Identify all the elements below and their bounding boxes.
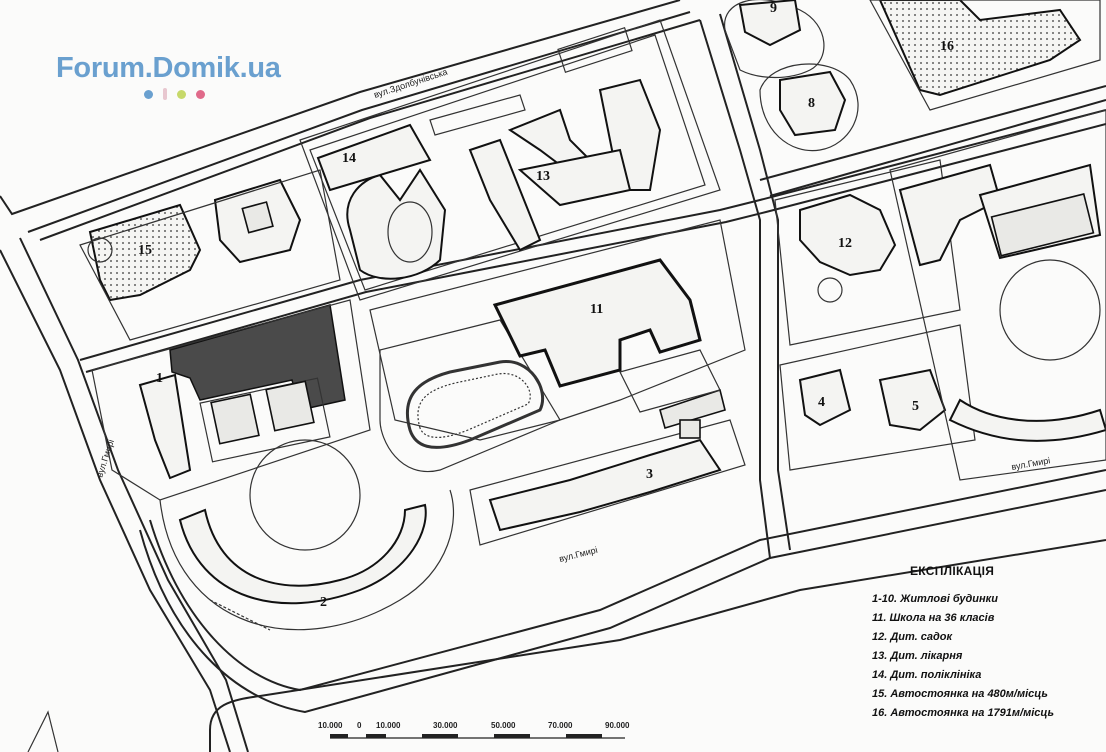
scale-tick-4: 50.000 [491,721,516,730]
legend-item: 13. Дит. лікарня [872,650,963,662]
street-label-top: вул.Здолбунівська [372,66,449,100]
scale-tick-0: 10.000 [318,721,343,730]
scale-bar [318,721,630,738]
building-number-13: 13 [536,169,550,184]
block-residential-4-5 [780,325,975,470]
scale-tick-6: 90.000 [605,721,630,730]
scale-tick-2: 10.000 [376,721,401,730]
street-label-right: вул.Гмирі [1010,455,1051,472]
building-number-11: 11 [590,302,604,317]
watermark-dot-red [196,90,205,99]
watermark-dot-green [177,90,186,99]
building-number-1: 1 [156,371,163,386]
legend-item: 1-10. Житлові будинки [872,593,998,605]
street-label-left: вул.Гмирі [94,438,117,479]
block-parking-16 [870,0,1100,110]
building-number-8: 8 [808,96,815,111]
legend-item: 14. Дит. поліклініка [872,669,982,681]
north-arrow-icon [28,712,58,752]
watermark-dot-blue [144,90,153,99]
building-number-15: 15 [138,243,152,258]
watermark-dots [144,88,205,100]
street-label-bottom: вул.Гмирі [558,544,599,564]
legend-item: 11. Школа на 36 класів [872,612,995,624]
legend-item: 16. Автостоянка на 1791м/місць [872,707,1055,719]
building-number-3: 3 [646,467,653,482]
legend-list [872,590,1054,723]
building-number-2: 2 [320,595,327,610]
building-number-14: 14 [342,151,356,166]
legend-title: ЕКСПЛІКАЦІЯ [910,564,995,578]
building-number-9: 9 [770,1,777,16]
building-number-5: 5 [912,399,919,414]
building-number-12: 12 [838,236,852,251]
site-watermark: Forum.Domik.ua [56,52,281,84]
scale-tick-1: 0 [357,721,362,730]
building-number-16: 16 [940,39,954,54]
block-towers-8-9 [725,0,858,151]
scale-tick-5: 70.000 [548,721,573,730]
legend-item: 12. Дит. садок [872,631,953,643]
block-residential-2 [160,440,453,630]
watermark-dot-pink-bar [163,88,167,100]
legend-item: 15. Автостоянка на 480м/місць [872,688,1048,700]
scale-tick-3: 30.000 [433,721,458,730]
block-hospital [300,20,720,300]
block-residential-3 [470,420,745,545]
building-number-4: 4 [818,395,825,410]
